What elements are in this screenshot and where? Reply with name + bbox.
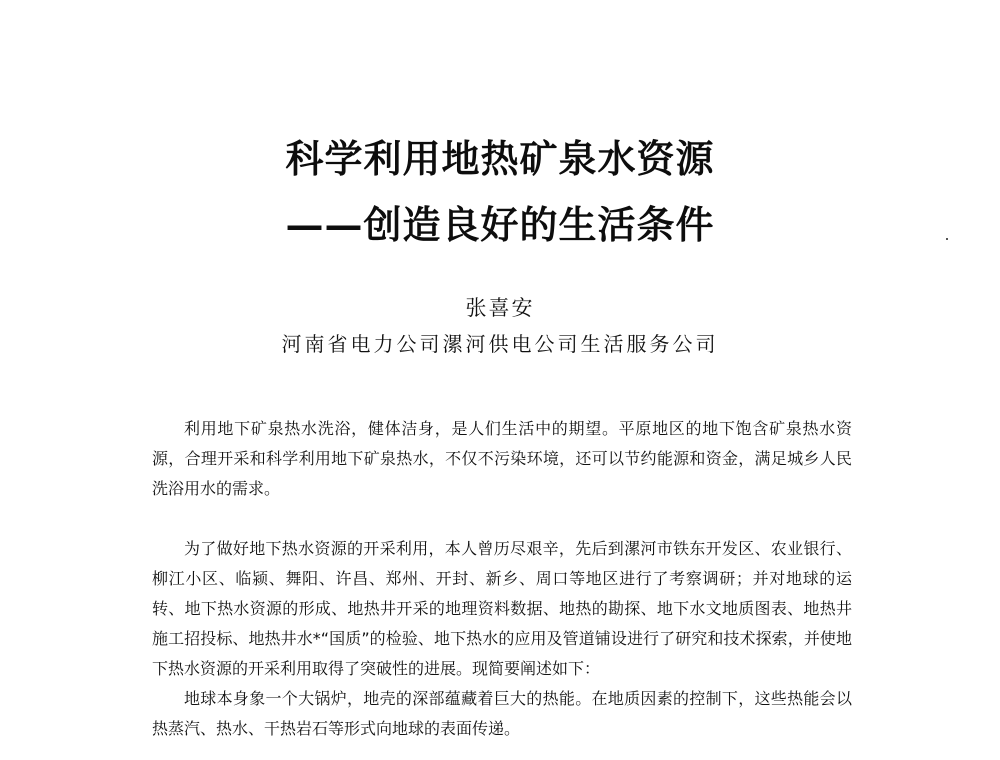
- body-paragraph-3: 地球本身象一个大锅炉，地壳的深部蕴藏着巨大的热能。在地质因素的控制下，这些热能会以热蒸汽、热水、干热岩石等形式向地球的表面传递。: [152, 689, 852, 738]
- author-name: 张喜安: [465, 296, 535, 320]
- body-paragraph-2: 为了做好地下热水资源的开采利用，本人曾历尽艰辛，先后到漯河市铁东开发区、农业银行、柳江小区、临颍、舞阳、许昌、郑州、开封、新乡、周口等地区进行了考察调研；并对地球的运转、地下热水资源的形成、地热井开采的地理资料数据、地热的勘探、地下水文地质图表、地热井施工招投标、地热井水*“国质”的检验、地下热水的应用及管道铺设进行了研究和技术探索，并使地下热水资源的开采利用取得了突破性的进展。现简要阐述如下：: [152, 539, 852, 678]
- document-subtitle: ——创造良好的生活条件: [285, 202, 715, 247]
- document-title: 科学利用地热矿泉水资源: [285, 136, 715, 181]
- scan-speck: [946, 238, 948, 240]
- body-paragraph-1: 利用地下矿泉热水洗浴，健体洁身，是人们生活中的期望。平原地区的地下饱含矿泉热水资源，合理开采和科学利用地下矿泉热水，不仅不污染环境，还可以节约能源和资金，满足城乡人民洗浴用水的需求。: [152, 419, 852, 498]
- author-affiliation: 河南省电力公司漯河供电公司生活服务公司: [281, 332, 719, 356]
